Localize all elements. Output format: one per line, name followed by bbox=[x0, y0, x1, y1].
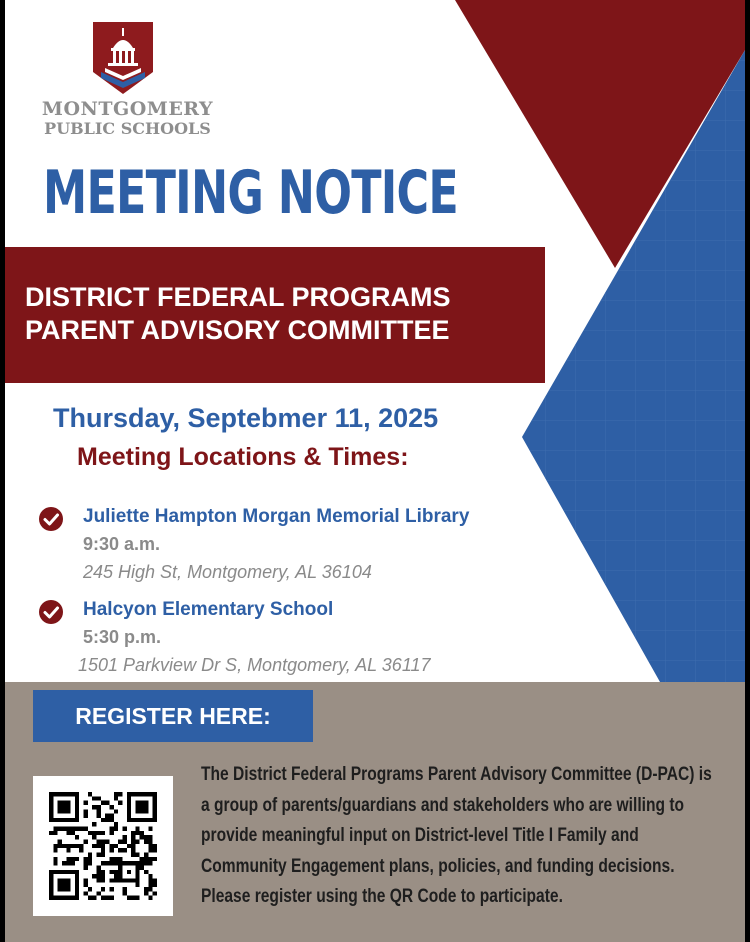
district-name bbox=[35, 100, 220, 138]
description-line: a group of parents/guardians and stakeholders who are willing to bbox=[201, 794, 685, 816]
qr-code-graphic bbox=[49, 792, 157, 900]
committee-description bbox=[201, 760, 712, 913]
banner-line2: PARENT ADVISORY COMMITTEE bbox=[25, 315, 450, 345]
qr-code[interactable] bbox=[33, 776, 173, 916]
check-circle-icon bbox=[38, 599, 64, 625]
location-name: Juliette Hampton Morgan Memorial Library bbox=[83, 506, 470, 527]
location-time: 9:30 a.m. bbox=[83, 534, 161, 554]
description-line: provide meaningful input on District-level Title I Family and bbox=[201, 825, 639, 846]
location-name: Halcyon Elementary School bbox=[83, 599, 334, 620]
location-address: 1501 Parkview Dr S, Montgomery, AL 36117 bbox=[78, 655, 431, 675]
location-time: 5:30 p.m. bbox=[83, 627, 162, 647]
description-line: Community Engagement plans, policies, and funding decisions. bbox=[201, 855, 675, 877]
description-line: The District Federal Programs Parent Advisory Committee (D-PAC) is bbox=[201, 764, 712, 785]
location-address: 245 High St, Montgomery, AL 36104 bbox=[83, 562, 372, 582]
school-capitol-logo bbox=[91, 20, 155, 96]
flyer bbox=[5, 0, 745, 942]
registration-section bbox=[5, 682, 745, 942]
district-name-line2: PUBLIC SCHOOLS bbox=[44, 119, 211, 138]
district-name-line1: MONTGOMERY bbox=[41, 98, 214, 120]
check-circle-icon bbox=[38, 506, 64, 532]
committee-banner bbox=[5, 247, 545, 383]
banner-line1: DISTRICT FEDERAL PROGRAMS bbox=[25, 282, 451, 312]
description-line: Please register using the QR Code to participate. bbox=[201, 886, 563, 907]
locations-heading: Meeting Locations & Times: bbox=[77, 443, 409, 471]
register-here-label: REGISTER HERE: bbox=[33, 690, 313, 742]
meeting-date: Thursday, Septebmer 11, 2025 bbox=[53, 403, 439, 433]
page-title: MEETING NOTICE bbox=[43, 158, 458, 228]
